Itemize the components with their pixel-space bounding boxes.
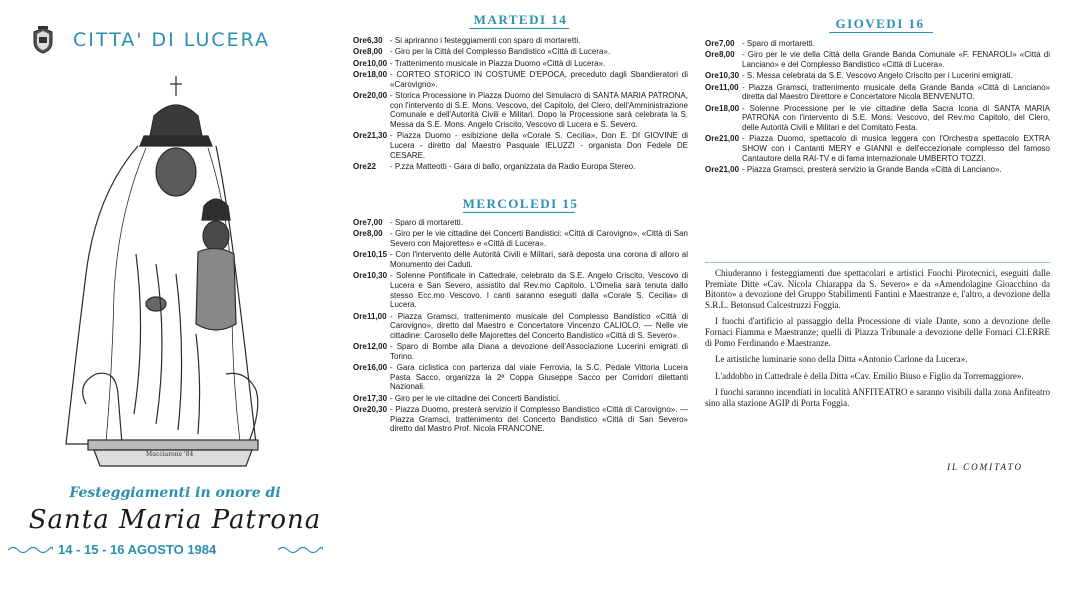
committee-signature: IL COMITATO (947, 462, 1023, 472)
event-row: Ore 11,00 - Piazza Gramsci, trattenimento musicale del Complesso Bandistico «Città di Carovigno», diretto dal Maestro e Concertatore Vincenzo CALIOLO. — Nelle vie cittadine: Carosello delle Majorettes del Concerto Bandistico «Città di S. Severo». (353, 311, 688, 340)
events-thursday (705, 39, 1050, 176)
events-wednesday (353, 218, 688, 436)
title-underline (829, 32, 933, 33)
event-row: Ore 7,00 - Sparo di mortaretti. (705, 39, 815, 48)
event-row: Ore 21,00 - Piazza Gramsci, presterà servizio la Grande Banda «Città di Lanciano». (705, 164, 1002, 174)
event-row: Ore 10,00 - Trattenimento musicale in Piazza Duomo «Città di Lucera». (353, 58, 606, 68)
event-row: Ore 22 - P.zza Matteotti - Gara di ballo, organizzata da Radio Europa Stereo. (353, 161, 636, 171)
day-title-thursday: GIOVEDI 16 (835, 16, 925, 31)
closing-paragraph: I fuochi saranno incendiati in località ANFITEATRO e saranno visibili dalla zona Anfiteatro sino alla stazione AGIP di Porta Foggia. (705, 387, 1050, 408)
event-row: Ore 21,00 - Piazza Duomo, spettacolo di musica leggera con l'Orchestra spettacolo EXTRA SHOW con i Cantanti MERY e GIANNI e dell'eccezionale complesso del famoso Cantautore della RAI-TV e di fama internazionale UMBERTO TOZZI. (705, 134, 1050, 163)
closing-paragraph: Chiuderanno i festeggiamenti due spettacolari e artistici Fuochi Pirotecnici, eseguiti dalle Premiate Ditte «Cav. Nicola Chiarappa da S. Severo» e da «Amendolagine Gioacchino da Bitonto» a devozione del Gruppo Stabilimenti Fantini e Maestranze e, l'altro, a devozione della S.R.L. Betonsud Calcestruzzi Foggia. (705, 268, 1050, 310)
event-row: Ore 20,00 - Storica Processione in Piazza Duomo del Simulacro di SANTA MARIA PATRONA, con l'intervento di S.E. Mons. Vescovo, del Capitolo, del Clero, dell'Amministrazione Comunale e dell'Autorità Civili e Militari. Dopo la Processione sarà celebrata la S. Messa da S.E. Mons. Angelo Criscito, Vescovo di Lucera e S. Severo. (353, 91, 688, 129)
event-row: Ore 10,30 - Solenne Pontificale in Cattedrale, celebrato da S.E. Angelo Criscito, Vescovo di Lucera e San Severo, assistito dal Rev.mo Capitolo. L'Omelia sarà tenuta dallo stesso Ecc.mo Vescovo. I canti saranno eseguiti dalla «Corale S. Cecilia» di Lucera. (353, 271, 688, 310)
section-divider (705, 262, 1050, 263)
title-underline (469, 28, 569, 29)
event-row: Ore 18,00 - Solenne Processione per le vie cittadine della Sacra Icona di SANTA MARIA PATRONA con l'intervento di S.E. Mons. Vescovo, del Rev.mo Capitolo, del Clero, delle Autorità Civili e Militari e del Comitato Festa. (705, 103, 1050, 132)
city-name: CITTA' DI LUCERA (73, 29, 271, 51)
event-row: Ore 21,30 - Piazza Duomo - esibizione della «Corale S. Cecilia», Don E. DI GIOVINE di Lucera - diretto dal Maestro Pasquale IELUZZI - organista Don Fedele DE CESARE. (353, 131, 688, 160)
closing-notes (705, 268, 1050, 415)
events-tuesday (353, 36, 688, 173)
madonna-statue-illustration (26, 74, 284, 470)
event-row: Ore 11,00 - Piazza Gramsci, trattenimento musicale della Grande Banda «Città di Lanciano» diretta dal Maestro Direttore e Concertatore Nicola BENVENUTO. (705, 82, 1050, 102)
city-crest-icon (31, 26, 55, 54)
decorative-wave-left (8, 545, 53, 555)
event-row: Ore 10,30 - S. Messa celebrata da S.E. Vescovo Angelo Criscito per i Lucerini emigrati. (705, 71, 1013, 81)
event-row: Ore 8,00 - Giro per le vie della Città della Grande Banda Comunale «F. FENAROLI» «Città di Lanciano» e del Complesso Bandistico «Città di Lucera». (705, 50, 1050, 69)
event-row: Ore 10,15 - Con l'intervento delle Autorità Civili e Militari, sarà deposta una corona di alloro al Monumento dei Caduti. (353, 250, 688, 269)
event-row: Ore 18,00 - CORTEO STORICO IN COSTUME D'EPOCA, preceduto dagli Sbandieratori di «Carovigno». (353, 70, 688, 89)
day-title-wednesday: MERCOLEDI 15 (462, 196, 579, 211)
festival-tagline: Festeggiamenti in onore di (69, 485, 281, 501)
closing-paragraph: I fuochi d'artificio al passaggio della Processione di viale Dante, sono a devozione delle Fornaci Fiamma e Maestranze; quelli di Piazza Tribunale a devozione delle Fornaci CI.ERRE di Pomo Ferdinando e Maestranze. (705, 316, 1050, 348)
event-row: Ore 8,00 - Giro per le vie cittadine dei Concerti Bandistici: «Città di Carovigno», «Città di San Severo con Majorettes» e «Città di Lucera». (353, 229, 688, 248)
event-row: Ore 16,00 - Gara ciclistica con partenza dal viale Ferrovia, la S.C. Pedale Vittoria Lucera Pasta Sacco, organizza la 2ª Coppa Giuseppe Sacco per Corridori dilettanti Nazionali. (353, 363, 688, 392)
cover-panel (0, 0, 350, 600)
title-underline (463, 212, 575, 213)
event-row: Ore 17,30 - Giro per le vie cittadine dei Concerti Bandistici. (353, 393, 561, 403)
event-row: Ore 8,00 - Giro per la Città del Complesso Bandistico «Città di Lucera». (353, 47, 611, 57)
decorative-wave-right (278, 545, 323, 555)
closing-paragraph: Le artistiche luminarie sono della Ditta «Antonio Carlone da Lucera». (715, 354, 968, 365)
day-title-tuesday: MARTEDI 14 (473, 12, 568, 27)
event-row: Ore 7,00 - Sparo di mortaretti. (353, 218, 463, 227)
event-row: Ore 6,30 - Si apriranno i festeggiamenti con sparo di mortaretti. (353, 36, 581, 45)
event-row: Ore 20,30 - Piazza Duomo, presterà servizio il Complesso Bandistico «Città di Carovigno». — Piazza Gramsci, trattenimento del Concerto Bandistico «Città di San Severo» diretto dal Mastro Prof. Nicola FRANCONE. (353, 405, 688, 434)
feast-title: Santa Maria Patrona (28, 505, 322, 535)
artist-signature: Mucciarone '84 (146, 451, 194, 458)
festival-dates: 14 - 15 - 16 AGOSTO 1984 (58, 542, 217, 557)
closing-paragraph: L'addobbo in Cattedrale è della Ditta «Cav. Emilio Biuso e Figlio da Torremaggiore». (715, 370, 1024, 381)
event-row: Ore 12,00 - Sparo di Bombe alla Diana a devozione dell'Associazione Lucerini emigrati di Torino. (353, 342, 688, 361)
